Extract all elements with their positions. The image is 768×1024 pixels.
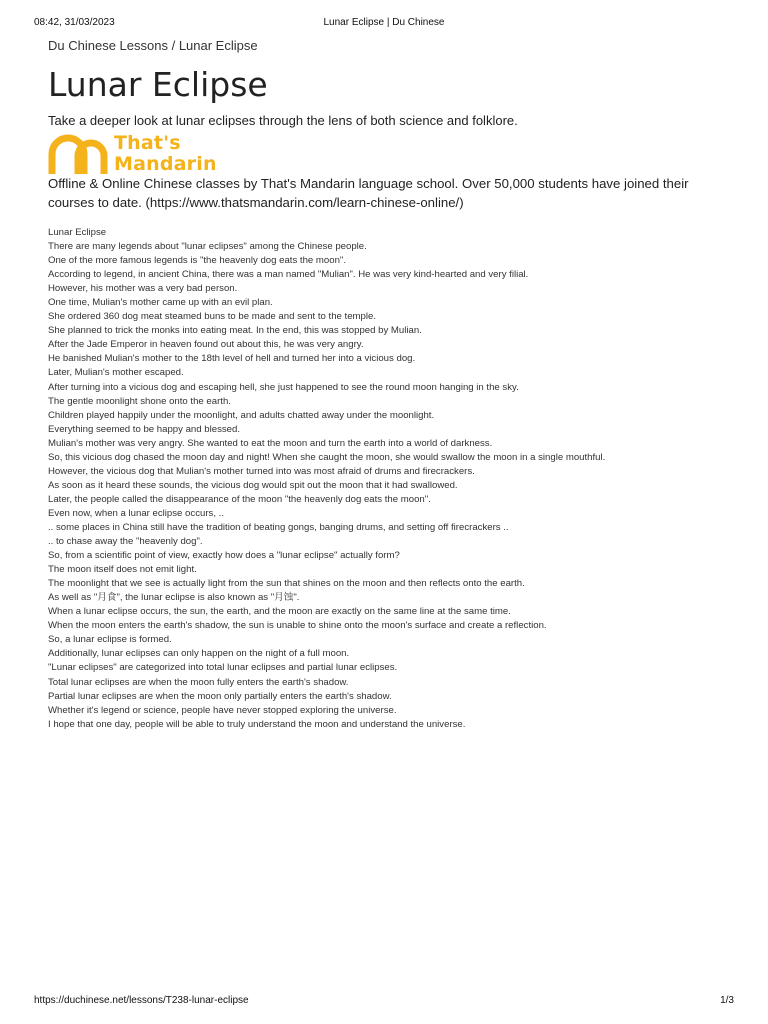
transcript-line: Even now, when a lunar eclipse occurs, ..	[48, 507, 224, 519]
transcript-line: So, this vicious dog chased the moon day and night! When she caught the moon, she would swallow the moon in a single mouthful.	[48, 451, 606, 463]
transcript-line: Children played happily under the moonlight, and adults chatted away under the moonlight.	[48, 409, 435, 421]
transcript-line: I hope that one day, people will be able to truly understand the moon and understand the universe.	[48, 718, 466, 730]
main-content	[48, 36, 738, 732]
transcript-line: She planned to trick the monks into eating meat. In the end, this was stopped by Mulian.	[48, 325, 422, 337]
logo-text-line1: That's	[114, 132, 181, 154]
transcript-line: After turning into a vicious dog and escaping hell, she just happened to see the round moon hanging in the sky.	[48, 381, 519, 393]
thats-mandarin-logo[interactable]	[48, 134, 248, 174]
thats-mandarin-logo-mark	[48, 134, 110, 174]
breadcrumb-link-lessons[interactable]: Du Chinese Lessons	[48, 38, 168, 53]
transcript-line: Total lunar eclipses are when the moon fully enters the earth's shadow.	[48, 676, 349, 688]
transcript-line: As well as "月食", the lunar eclipse is also known as "月蚀".	[48, 592, 300, 604]
transcript-line: Later, the people called the disappearance of the moon "the heavenly dog eats the moon".	[48, 493, 431, 505]
transcript-line: The gentle moonlight shone onto the earth.	[48, 395, 231, 407]
breadcrumb-separator: /	[167, 38, 179, 53]
transcript-heading: Lunar Eclipse	[48, 227, 107, 238]
transcript-line: He banished Mulian's mother to the 18th level of hell and turned her into a vicious dog.	[48, 353, 416, 365]
transcript-line: As soon as it heard these sounds, the vicious dog would spit out the moon that it had swallowed.	[48, 479, 458, 491]
transcript-line: .. some places in China still have the tradition of beating gongs, banging drums, and setting off firecrackers ..	[48, 521, 509, 533]
breadcrumb-current: Lunar Eclipse	[178, 38, 258, 53]
transcript-line: So, a lunar eclipse is formed.	[48, 634, 172, 646]
transcript-line: There are many legends about "lunar eclipses" among the Chinese people.	[48, 241, 367, 253]
transcript-line: After the Jade Emperor in heaven found out about this, he was very angry.	[48, 339, 364, 351]
print-header	[34, 17, 734, 31]
sponsor-promo-text: Offline & Online Chinese classes by That's Mandarin language school. Over 50,000 students have joined their courses to date. (https://www.thatsmandarin.com/learn-chinese-online/)	[48, 176, 689, 210]
transcript-line: Everything seemed to be happy and blessed.	[48, 423, 241, 435]
lesson-subtitle: Take a deeper look at lunar eclipses through the lens of both science and folklore.	[48, 113, 518, 128]
transcript-line: The moon itself does not emit light.	[48, 564, 197, 576]
page-title: Lunar Eclipse	[48, 65, 268, 104]
transcript-line: When a lunar eclipse occurs, the sun, the earth, and the moon are exactly on the same line at the same time.	[48, 606, 511, 618]
logo-text	[114, 133, 217, 175]
transcript-line: Mulian's mother was very angry. She wanted to eat the moon and turn the earth into a world of darkness.	[48, 437, 493, 449]
print-page-number: 1/3	[720, 995, 734, 1006]
transcript-line: One time, Mulian's mother came up with an evil plan.	[48, 297, 273, 309]
transcript-line: When the moon enters the earth's shadow, the sun is unable to shine onto the moon's surface and create a reflection.	[48, 620, 547, 632]
transcript-line: So, from a scientific point of view, exactly how does a "lunar eclipse" actually form?	[48, 550, 400, 562]
transcript-line: According to legend, in ancient China, there was a man named "Mulian". He was very kind-hearted and very filial.	[48, 269, 529, 281]
transcript-line: "Lunar eclipses" are categorized into total lunar eclipses and partial lunar eclipses.	[48, 662, 398, 674]
transcript-line: Later, Mulian's mother escaped.	[48, 367, 184, 379]
lesson-transcript	[48, 226, 738, 732]
print-datetime: 08:42, 31/03/2023	[34, 17, 115, 28]
breadcrumb	[48, 36, 738, 56]
transcript-line: One of the more famous legends is "the heavenly dog eats the moon".	[48, 255, 347, 267]
logo-text-line2: Mandarin	[114, 153, 217, 175]
transcript-line: She ordered 360 dog meat steamed buns to be made and sent to the temple.	[48, 311, 377, 323]
transcript-line: .. to chase away the "heavenly dog".	[48, 536, 203, 548]
transcript-line: The moonlight that we see is actually light from the sun that shines on the moon and then reflects onto the earth.	[48, 578, 525, 590]
transcript-line: Partial lunar eclipses are when the moon only partially enters the earth's shadow.	[48, 690, 392, 702]
transcript-line: However, the vicious dog that Mulian's mother turned into was most afraid of drums and firecrackers.	[48, 465, 475, 477]
transcript-line: Additionally, lunar eclipses can only happen on the night of a full moon.	[48, 648, 350, 660]
print-page-title: Lunar Eclipse | Du Chinese	[323, 17, 445, 28]
print-footer	[34, 995, 734, 1009]
transcript-line: However, his mother was a very bad person.	[48, 283, 238, 295]
print-url: https://duchinese.net/lessons/T238-lunar-eclipse	[34, 995, 249, 1006]
transcript-line: Whether it's legend or science, people have never stopped exploring the universe.	[48, 704, 397, 716]
